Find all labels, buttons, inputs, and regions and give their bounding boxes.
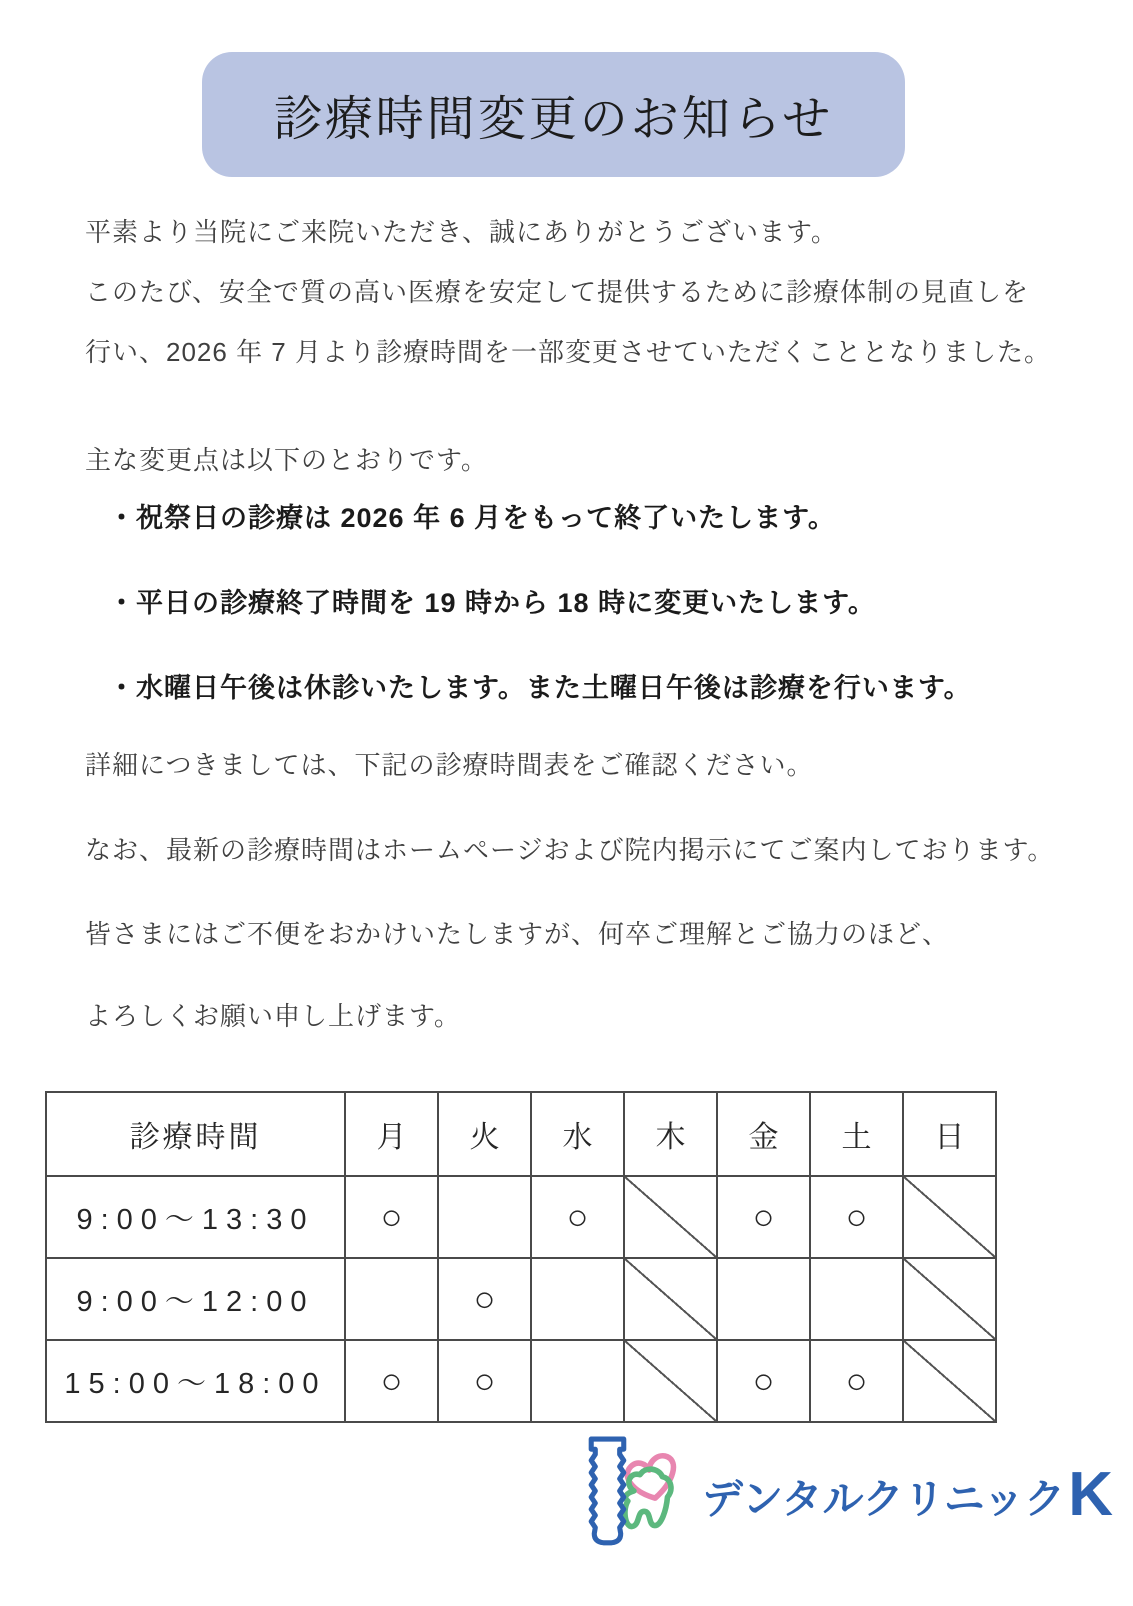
note-line-2: なお、最新の診療時間はホームページおよび院内掲示にてご案内しております。 [85, 835, 1055, 865]
header-wednesday: 水 [531, 1092, 624, 1176]
empty-day-cell [345, 1258, 438, 1340]
clinic-logo-text: デンタルクリニック [702, 1475, 1066, 1522]
changes-heading: 主な変更点は以下のとおりです。 [85, 445, 488, 475]
empty-day-cell [810, 1258, 903, 1340]
open-day-cell: ○ [810, 1176, 903, 1258]
page-title: 診療時間変更のお知らせ [273, 93, 834, 146]
open-day-cell: ○ [345, 1340, 438, 1422]
note-line-3: 皆さまにはご不便をおかけいたしますが、何卒ご理解とご協力のほど、 [85, 919, 950, 949]
clinic-logo [578, 1432, 1113, 1558]
empty-day-cell [717, 1258, 810, 1340]
bullet-item-holidays: ・祝祭日の診療は 2026 年 6 月をもって終了いたします。 [108, 503, 836, 533]
table-row [46, 1176, 996, 1258]
closed-day-cell [624, 1176, 717, 1258]
open-day-cell: ○ [438, 1258, 531, 1340]
time-range-cell: 9:00～12:00 [46, 1258, 345, 1340]
closed-day-cell [624, 1258, 717, 1340]
header-monday: 月 [345, 1092, 438, 1176]
schedule-table [45, 1091, 997, 1423]
bullet-item-wed-sat: ・水曜日午後は休診いたします。また土曜日午後は診療を行います。 [108, 673, 972, 703]
title-banner [202, 52, 905, 177]
schedule-table-body [46, 1176, 996, 1422]
header-friday: 金 [717, 1092, 810, 1176]
header-sunday: 日 [903, 1092, 996, 1176]
open-day-cell: ○ [717, 1176, 810, 1258]
clinic-logo-mark [578, 1434, 700, 1556]
open-day-cell: ○ [345, 1176, 438, 1258]
time-range-cell: 9:00～13:30 [46, 1176, 345, 1258]
clinic-logo-k: K [1068, 1460, 1114, 1529]
open-day-cell: ○ [717, 1340, 810, 1422]
closed-day-cell [624, 1340, 717, 1422]
note-line-1: 詳細につきましては、下記の診療時間表をご確認ください。 [85, 750, 814, 780]
time-range-cell: 15:00～18:00 [46, 1340, 345, 1422]
closed-day-cell [903, 1176, 996, 1258]
header-thursday: 木 [624, 1092, 717, 1176]
intro-line-3: 行い、2026 年 7 月より診療時間を一部変更させていただくこととなりました。 [85, 337, 1051, 367]
implant-icon [591, 1439, 624, 1543]
intro-line-2: このたび、安全で質の高い医療を安定して提供するために診療体制の見直しを [85, 277, 1029, 307]
table-row [46, 1258, 996, 1340]
bullet-item-weekday-hours: ・平日の診療終了時間を 19 時から 18 時に変更いたします。 [108, 588, 876, 618]
header-hours: 診療時間 [46, 1092, 345, 1176]
header-tuesday: 火 [438, 1092, 531, 1176]
closed-day-cell [903, 1340, 996, 1422]
intro-line-1: 平素より当院にご来院いただき、誠にありがとうございます。 [85, 217, 838, 247]
table-row [46, 1340, 996, 1422]
open-day-cell: ○ [810, 1340, 903, 1422]
note-line-4: よろしくお願い申し上げます。 [85, 1001, 461, 1031]
table-header-row [46, 1092, 996, 1176]
empty-day-cell [531, 1258, 624, 1340]
open-day-cell: ○ [438, 1340, 531, 1422]
empty-day-cell [531, 1340, 624, 1422]
closed-day-cell [903, 1258, 996, 1340]
header-saturday: 土 [810, 1092, 903, 1176]
open-day-cell: ○ [531, 1176, 624, 1258]
empty-day-cell [438, 1176, 531, 1258]
